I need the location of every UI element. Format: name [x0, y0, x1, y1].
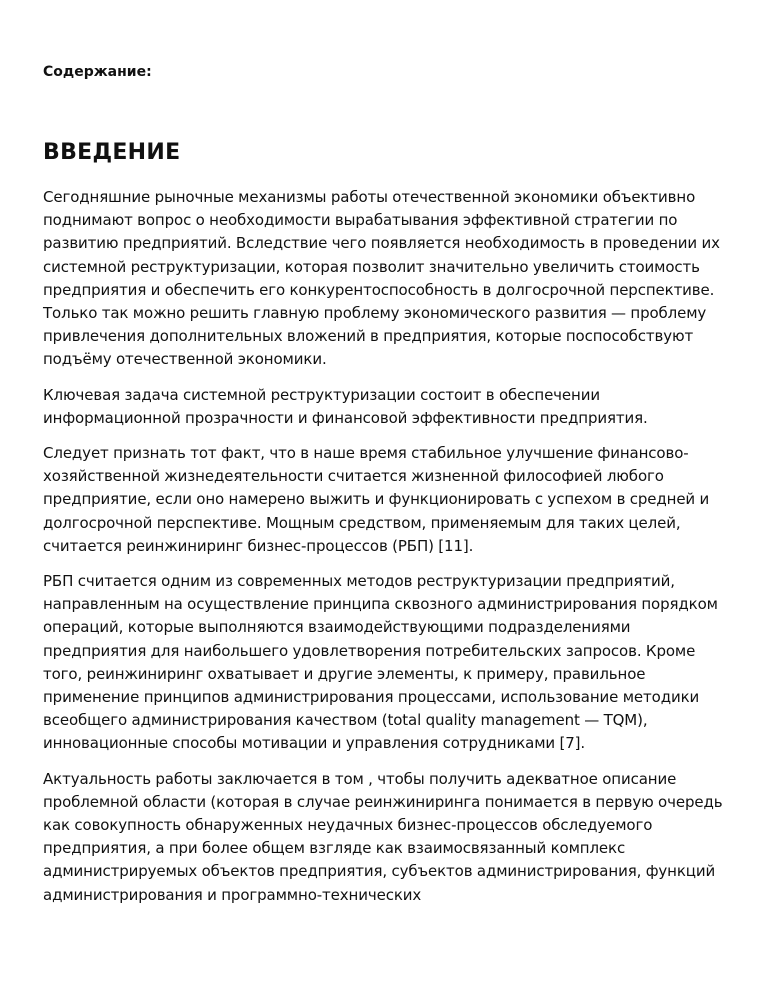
table-of-contents-label: Содержание:: [43, 64, 152, 80]
paragraph-4: РБП считается одним из современных методов реструктуризации предприятий, направленным на осуществление принципа сквозного администрирования порядком операций, которые выполняются взаимодействующими подразделениями предприятия для наибольшего удовлетворения потребительских запросов. Кроме того, реинжиниринг охватывает и другие элементы, к примеру, правильное применение принципов администрирования процессами, использование методики всеобщего администрирования качеством (total quality management — TQM), инновационные способы мотивации и управления сотрудниками [7].: [43, 572, 718, 753]
section-heading-introduction: ВВЕДЕНИЕ: [43, 140, 181, 165]
paragraph-1: Сегодняшние рыночные механизмы работы отечественной экономики объективно поднимают вопрос о необходимости вырабатывания эффективной стратегии по развитию предприятий. Вследствие чего появляется необходимость в проведении их системной реструктуризации, которая позволит значительно увеличить стоимость предприятия и обеспечить его конкурентоспособность в долгосрочной перспективе. Только так можно решить главную проблему экономического развития — проблему привлечения дополнительных вложений в предприятия, которые поспособствуют подъёму отечественной экономики.: [43, 188, 720, 369]
paragraph-3: Следует признать тот факт, что в наше время стабильное улучшение финансово-хозяйственной жизнедеятельности считается жизненной философией любого предприятие, если оно намерено выжить и функционировать с успехом в средней и долгосрочной перспективе. Мощным средством, применяемым для таких целей, считается реинжиниринг бизнес-процессов (РБП) [11].: [43, 444, 710, 555]
paragraph-5: Актуальность работы заключается в том , чтобы получить адекватное описание проблемной области (которая в случае реинжиниринга понимается в первую очередь как совокупность обнаруженных неудачных бизнес-процессов обследуемого предприятия, а при более общем взгляде как взаимосвязанный комплекс администрируемых объектов предприятия, субъектов администрирования, функций администрирования и программно-технических: [43, 769, 723, 904]
paragraph-2: Ключевая задача системной реструктуризации состоит в обеспечении информационной прозрачности и финансовой эффективности предприятия.: [43, 385, 648, 427]
